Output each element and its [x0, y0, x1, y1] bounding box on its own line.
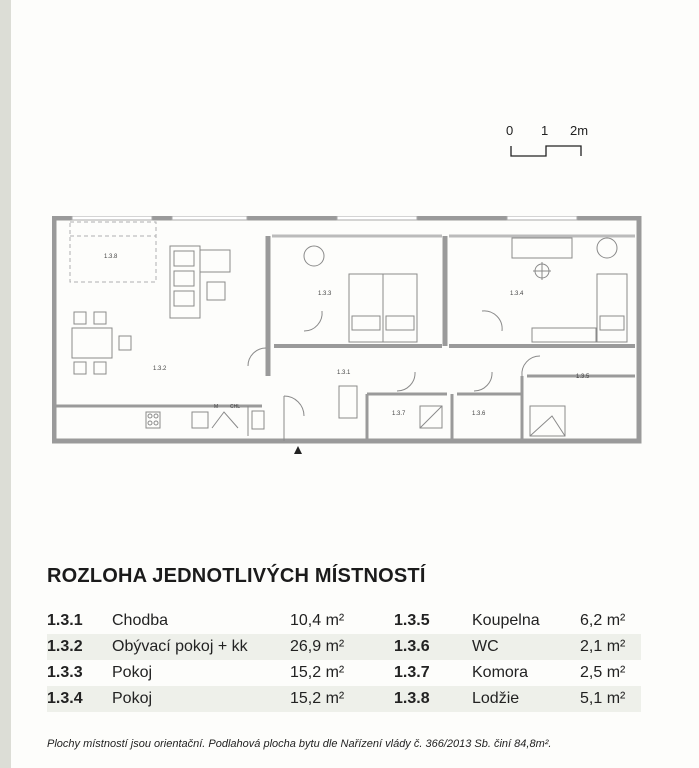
room-name: WC: [472, 638, 499, 655]
room-label-1.3.3: 1.3.3: [318, 291, 332, 297]
room-area-table: [47, 608, 641, 712]
scale-bar: [500, 120, 610, 165]
room-name: Lodžie: [472, 690, 520, 707]
floor-plan: [52, 216, 642, 461]
room-label-1.3.6: 1.3.6: [472, 411, 486, 417]
room-area: 15,2 m²: [290, 690, 345, 707]
room-code: 1.3.2: [47, 638, 83, 655]
table-cell-right: [394, 660, 640, 686]
table-cell-left: [47, 608, 394, 634]
room-area: 2,1 m²: [580, 638, 626, 655]
room-code: 1.3.1: [47, 612, 83, 629]
room-label-1.3.2: 1.3.2: [153, 366, 167, 372]
room-area: 5,1 m²: [580, 690, 626, 707]
scale-label-0: 0: [506, 123, 514, 138]
table-row: [47, 608, 641, 634]
table-cell-left: [47, 634, 394, 660]
room-code: 1.3.6: [394, 638, 430, 655]
room-name: Obývací pokoj + kk: [112, 638, 248, 655]
room-name: Koupelna: [472, 612, 540, 629]
room-area: 26,9 m²: [290, 638, 345, 655]
room-area: 6,2 m²: [580, 612, 626, 629]
table-cell-right: [394, 634, 640, 660]
table-cell-right: [394, 608, 640, 634]
room-label-1.3.7: 1.3.7: [392, 411, 406, 417]
room-code: 1.3.7: [394, 664, 430, 681]
table-row: [47, 686, 641, 712]
scale-label-2m: 2m: [570, 123, 589, 138]
table-cell-left: [47, 660, 394, 686]
room-code: 1.3.4: [47, 690, 83, 707]
room-label-1.3.5: 1.3.5: [576, 374, 590, 380]
room-code: 1.3.8: [394, 690, 430, 707]
table-row: [47, 660, 641, 686]
table-cell-right: [394, 686, 640, 712]
fixture-label-m: M: [214, 404, 219, 410]
floor-plan-drawing: [52, 216, 642, 461]
room-code: 1.3.5: [394, 612, 430, 629]
room-label-1.3.4: 1.3.4: [510, 291, 524, 297]
section-title: ROZLOHA JEDNOTLIVÝCH MÍSTNOSTÍ: [47, 565, 426, 587]
table-row: [47, 634, 641, 660]
table-cell-left: [47, 686, 394, 712]
room-name: Pokoj: [112, 690, 153, 707]
footnote: Plochy místností jsou orientační. Podlahová plocha bytu dle Nařízení vlády č. 366/2013 Sb. činí 84,8m².: [47, 738, 552, 750]
scale-label-1: 1: [541, 123, 549, 138]
room-code: 1.3.3: [47, 664, 83, 681]
room-area: 10,4 m²: [290, 612, 345, 629]
scale-bar-graphic: [500, 120, 610, 165]
room-area: 2,5 m²: [580, 664, 626, 681]
fixture-label-chl: CHL: [230, 404, 241, 410]
room-label-1.3.1: 1.3.1: [337, 370, 351, 376]
room-label-1.3.8: 1.3.8: [104, 254, 118, 260]
room-name: Pokoj: [112, 664, 153, 681]
page-edge-band: [0, 0, 11, 768]
room-name: Komora: [472, 664, 529, 681]
room-name: Chodba: [112, 612, 169, 629]
room-area: 15,2 m²: [290, 664, 345, 681]
